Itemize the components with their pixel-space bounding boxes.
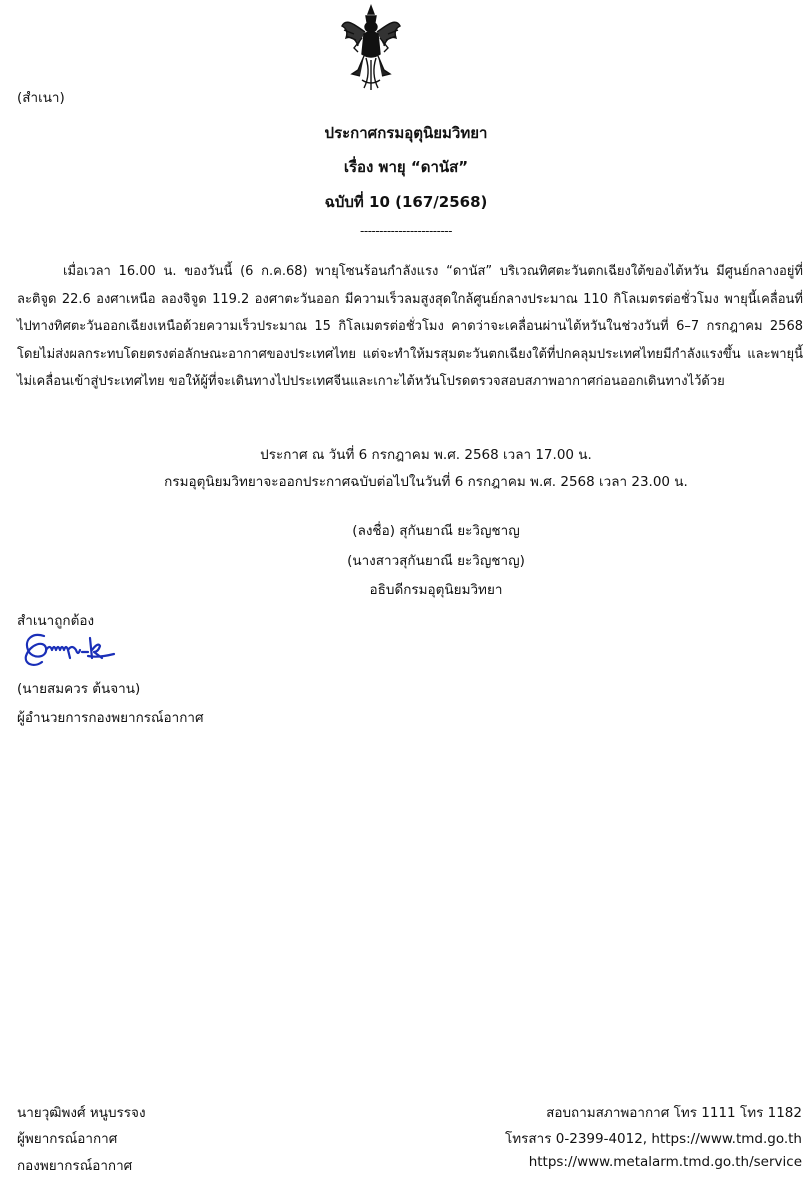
handwritten-signature-icon xyxy=(18,628,118,672)
issued-date-line: ประกาศ ณ วันที่ 6 กรกฎาคม พ.ศ. 2568 เวลา 17.00 น. xyxy=(260,447,592,463)
forecaster-title: ผู้พยากรณ์อากาศ xyxy=(17,1131,118,1147)
forecaster-name: นายวุฒิพงศ์ หนูบรรจง xyxy=(17,1105,146,1121)
contact-service-url: https://www.metalarm.tmd.go.th/service xyxy=(528,1154,802,1170)
forecaster-division: กองพยากรณ์อากาศ xyxy=(17,1158,133,1174)
signatory-position: อธิบดีกรมอุตุนิยมวิทยา xyxy=(369,582,503,598)
signatory-full-name: (นางสาวสุกันยาณี ยะวิญชาญ) xyxy=(347,553,525,569)
title-separator: ------------------------ xyxy=(360,224,452,238)
contact-fax-website: โทรสาร 0-2399-4012, https://www.tmd.go.th xyxy=(505,1131,802,1147)
body-paragraph: เมื่อเวลา 16.00 น. ของวันนี้ (6 ก.ค.68) พายุโซนร้อนกำลังแรง “ดานัส” บริเวณทิศตะวันตกเฉียงใต้ของไต้หวัน มีศูนย์กลางอยู่ที่ละติจูด 22.6 องศาเหนือ ลองจิจูด 119.2 องศาตะวันออก มีความเร็วลมสูงสุดใกล้ศูนย์กลางประมาณ 110 กิโลเมตรต่อชั่วโมง พายุนี้เคลื่อนที่ไปทางทิศตะวันออกเฉียงเหนือด้วยความเร็วประมาณ 15 กิโลเมตรต่อชั่วโมง คาดว่าจะเคลื่อนผ่านไต้หวันในช่วงวันที่ 6–7 กรกฎาคม 2568 โดยไม่ส่งผลกระทบโดยตรงต่อลักษณะอากาศของประเทศไทย แต่จะทำให้มรสุมตะวันตกเฉียงใต้ที่ปกคลุมประเทศไทยมีกำลังแรงขึ้น และพายุนี้ไม่เคลื่อนเข้าสู่ประเทศไทย ขอให้ผู้ที่จะเดินทางไปประเทศจีนและเกาะไต้หวันโปรดตรวจสอบสภาพอากาศก่อนออกเดินทางไว้ด้วย xyxy=(17,264,803,389)
signatory-signed: (ลงชื่อ) สุกันยาณี ยะวิญชาญ xyxy=(352,523,520,539)
document-issue-number: ฉบับที่ 10 (167/2568) xyxy=(324,193,488,211)
announcement-body xyxy=(17,258,803,396)
next-issue-line: กรมอุตุนิยมวิทยาจะออกประกาศฉบับต่อไปในวันที่ 6 กรกฎาคม พ.ศ. 2568 เวลา 23.00 น. xyxy=(164,474,688,490)
certifier-role: ผู้อำนวยการกองพยากรณ์อากาศ xyxy=(17,710,204,726)
copy-tag: (สำเนา) xyxy=(17,90,65,106)
certified-copy-label: สำเนาถูกต้อง xyxy=(17,613,95,629)
document-subject: เรื่อง พายุ “ดานัส” xyxy=(343,158,469,176)
garuda-emblem-icon xyxy=(340,4,402,92)
document-title: ประกาศกรมอุตุนิยมวิทยา xyxy=(324,124,488,142)
certifier-name: (นายสมควร ต้นจาน) xyxy=(17,681,141,697)
contact-phone: สอบถามสภาพอากาศ โทร 1111 โทร 1182 xyxy=(546,1105,802,1121)
